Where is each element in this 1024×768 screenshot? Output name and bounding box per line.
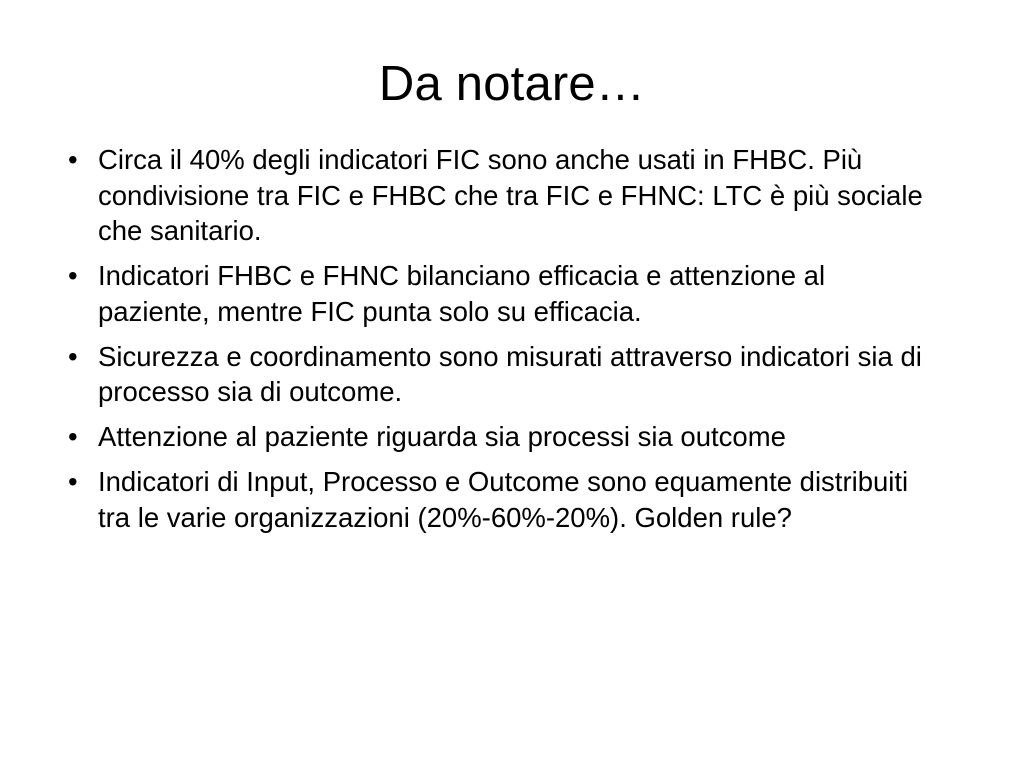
- bullet-marker-icon: •: [68, 340, 78, 372]
- list-item-text: Circa il 40% degli indicatori FIC sono anche usati in FHBC. Più condivisione tra FIC e FHBC che tra FIC e FHNC: LTC è più sociale che sanitario.: [98, 143, 923, 247]
- page-title: Da notare…: [378, 57, 646, 111]
- list-item-text: Indicatori di Input, Processo e Outcome sono equamente distribuiti tra le varie organizzazioni (20%-60%-20%). Golden rule?: [98, 465, 909, 533]
- list-item: [60, 464, 964, 536]
- list-item-text: Indicatori FHBC e FHNC bilanciano efficacia e attenzione al paziente, mentre FIC punta solo su efficacia.: [98, 260, 826, 327]
- list-item: [60, 142, 964, 249]
- list-item: [60, 339, 964, 411]
- bullet-marker-icon: •: [68, 260, 78, 292]
- list-item-text: Sicurezza e coordinamento sono misurati attraverso indicatori sia di processo sia di outcome.: [98, 340, 922, 408]
- list-item: [60, 419, 964, 455]
- list-item-text: Attenzione al paziente riguarda sia processi sia outcome: [98, 421, 786, 453]
- list-item: [60, 258, 964, 330]
- bullet-list: [0, 142, 1024, 536]
- bullet-marker-icon: •: [68, 143, 78, 175]
- bullet-marker-icon: •: [68, 421, 78, 453]
- bullet-marker-icon: •: [68, 465, 78, 497]
